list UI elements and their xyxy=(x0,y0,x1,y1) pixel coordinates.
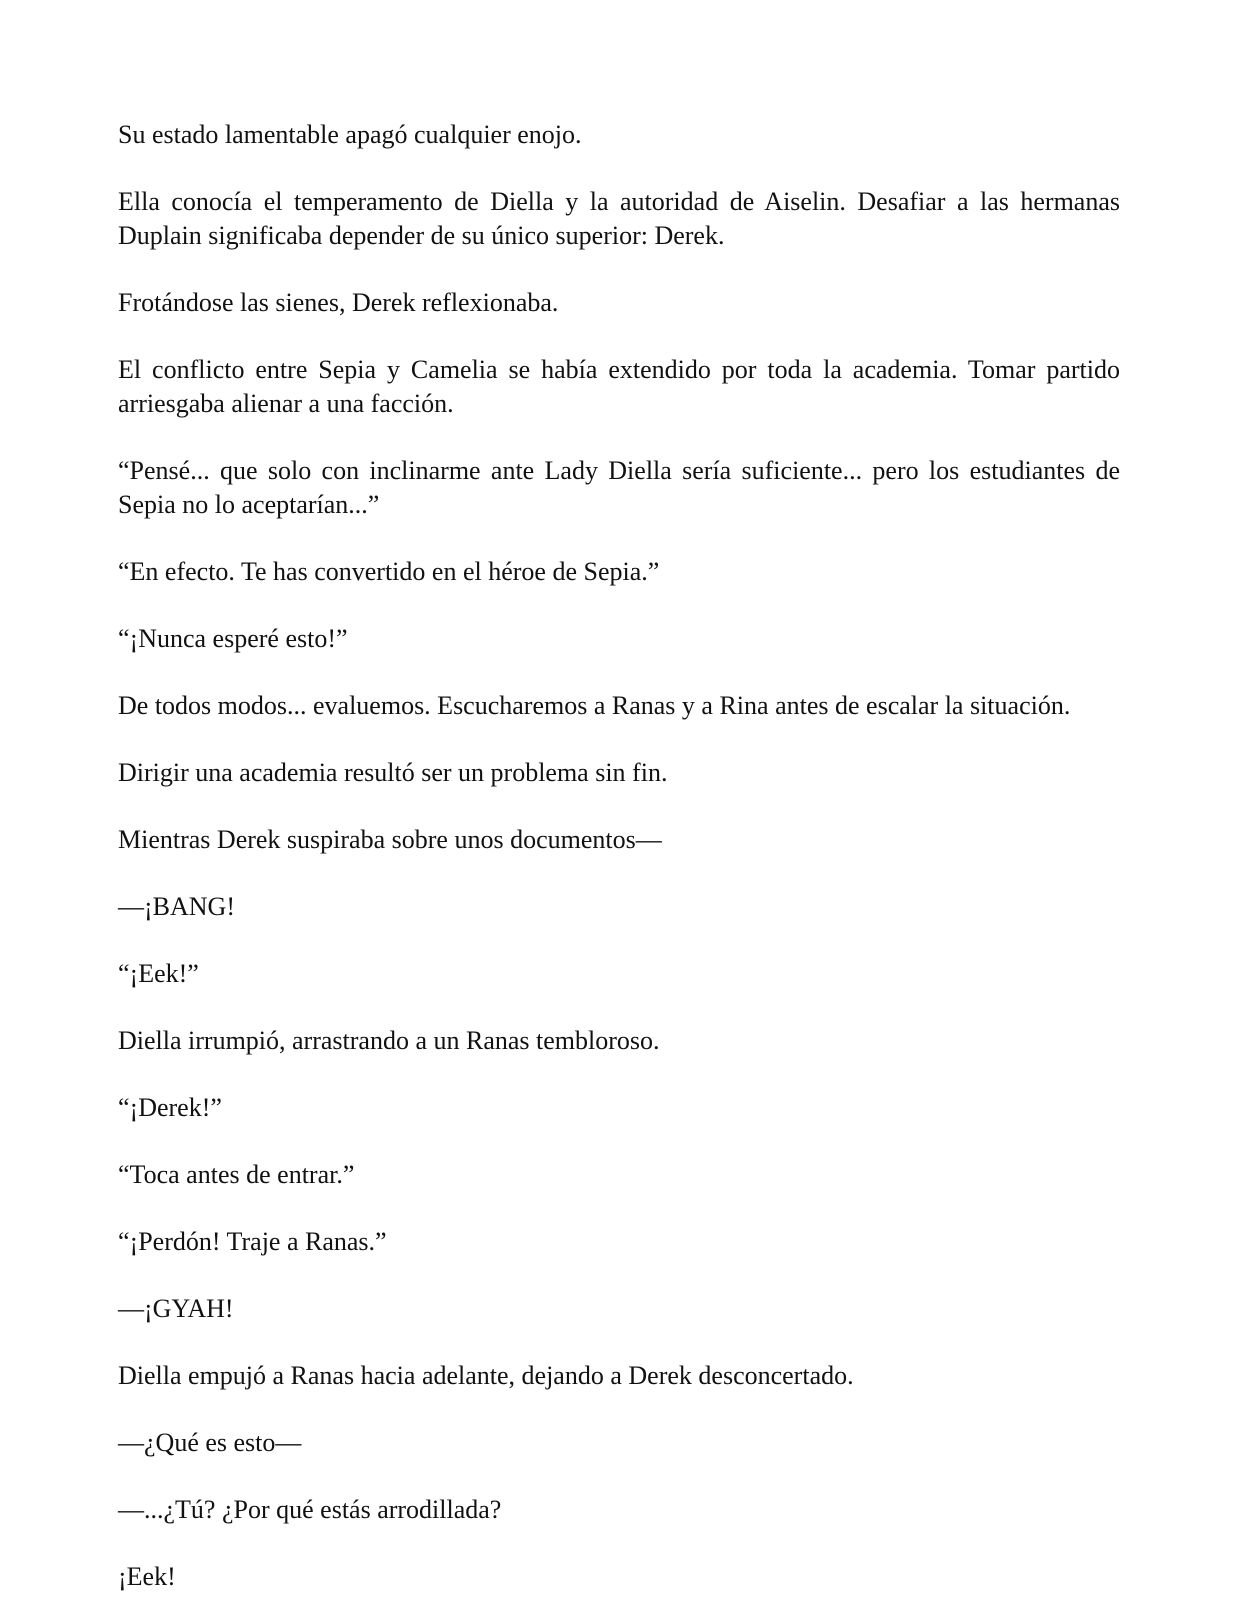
paragraph: Su estado lamentable apagó cualquier enojo. xyxy=(118,120,582,149)
paragraph: El conflicto entre Sepia y Camelia se había extendido por toda la academia. Tomar partido arriesgaba alienar a una facción. xyxy=(118,355,1120,418)
paragraph: —¡GYAH! xyxy=(118,1294,234,1323)
paragraph: Diella irrumpió, arrastrando a un Ranas tembloroso. xyxy=(118,1026,660,1055)
paragraph: De todos modos... evaluemos. Escucharemos a Ranas y a Rina antes de escalar la situación. xyxy=(118,691,1071,720)
paragraph: Frotándose las sienes, Derek reflexionaba. xyxy=(118,288,559,317)
paragraph: “¡Perdón! Traje a Ranas.” xyxy=(118,1227,387,1256)
paragraph: —¿Qué es esto— xyxy=(118,1428,302,1457)
paragraph: “Toca antes de entrar.” xyxy=(118,1160,355,1189)
paragraph: Dirigir una academia resultó ser un problema sin fin. xyxy=(118,758,668,787)
paragraph: “Pensé... que solo con inclinarme ante Lady Diella sería suficiente... pero los estudiantes de Sepia no lo aceptarían...” xyxy=(118,456,1120,519)
paragraph: “¡Eek!” xyxy=(118,959,199,988)
paragraph: ¡Eek! xyxy=(118,1562,176,1591)
paragraph: Mientras Derek suspiraba sobre unos documentos— xyxy=(118,825,662,854)
paragraph: —¡BANG! xyxy=(118,892,235,921)
paragraph: —...¿Tú? ¿Por qué estás arrodillada? xyxy=(118,1495,502,1524)
document-body xyxy=(118,118,1120,1620)
paragraph: Diella empujó a Ranas hacia adelante, dejando a Derek desconcertado. xyxy=(118,1361,854,1390)
paragraph: Ella conocía el temperamento de Diella y la autoridad de Aiselin. Desafiar a las hermanas Duplain significaba depender de su único superior: Derek. xyxy=(118,187,1120,250)
paragraph: “¡Derek!” xyxy=(118,1093,222,1122)
paragraph: “En efecto. Te has convertido en el héroe de Sepia.” xyxy=(118,557,660,586)
paragraph: “¡Nunca esperé esto!” xyxy=(118,624,348,653)
